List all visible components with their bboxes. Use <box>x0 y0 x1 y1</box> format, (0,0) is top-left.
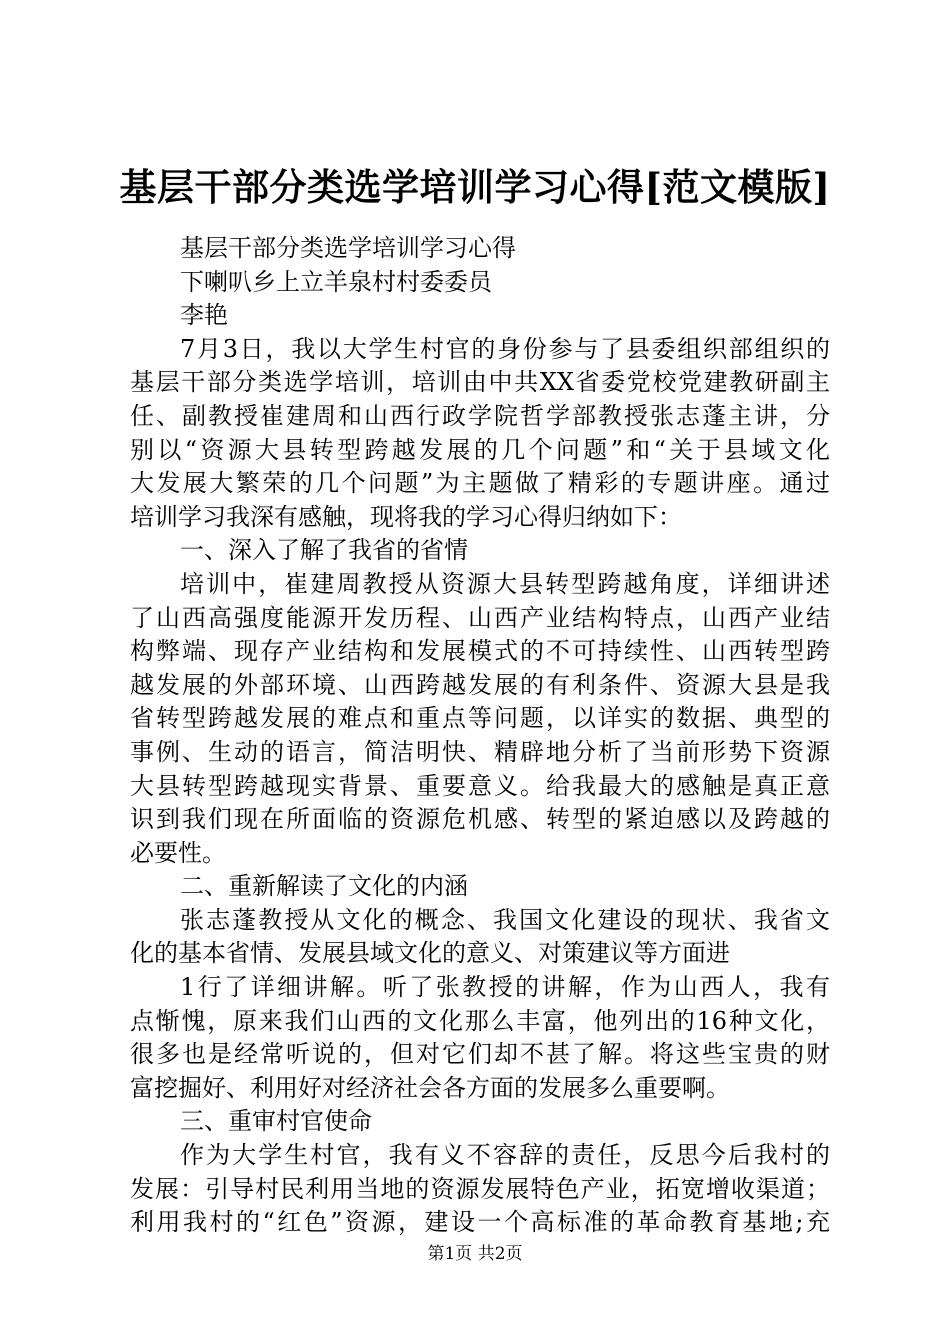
text-line: 培训中，崔建周教授从资源大县转型跨越角度，详细讲述 <box>180 569 830 598</box>
text-line: 大发展大繁荣的几个问题”为主题做了精彩的专题讲座。通过 <box>130 469 830 498</box>
text-line: 省转型跨越发展的难点和重点等问题，以详实的数据、典型的 <box>130 704 830 733</box>
text-line: 很多也是经常听说的，但对它们却不甚了解。将这些宝贵的财 <box>130 1040 830 1069</box>
text-line: 构弊端、现存产业结构和发展模式的不可持续性、山西转型跨 <box>130 637 830 666</box>
text-line: 事例、生动的语言，简洁明快、精辟地分析了当前形势下资源 <box>130 737 830 766</box>
text-line: 基层干部分类选学培训，培训由中共XX省委党校党建教研副主 <box>130 368 830 397</box>
text-line: 7月3日，我以大学生村官的身份参与了县委组织部组织的 <box>180 334 830 363</box>
text-line: 任、副教授崔建周和山西行政学院哲学部教授张志蓬主讲，分 <box>130 401 830 430</box>
text-line: 点惭愧，原来我们山西的文化那么丰富，他列出的16种文化， <box>130 1006 830 1035</box>
text-line: 1行了详细讲解。听了张教授的讲解，作为山西人，我有 <box>180 973 830 1002</box>
text-line: 一、深入了解了我省的省情 <box>180 536 468 565</box>
text-line: 发展：引导村民利用当地的资源发展特色产业，拓宽增收渠道； <box>130 1174 830 1203</box>
text-line: 下喇叭乡上立羊泉村村委委员 <box>180 267 492 296</box>
text-line: 了山西高强度能源开发历程、山西产业结构特点，山西产业结 <box>130 603 830 632</box>
text-line: 作为大学生村官，我有义不容辞的责任，反思今后我村的 <box>180 1141 830 1170</box>
text-line: 富挖掘好、利用好对经济社会各方面的发展多么重要啊。 <box>130 1073 730 1102</box>
text-line: 三、重审村官使命 <box>180 1107 372 1136</box>
text-line: 李艳 <box>180 301 228 330</box>
text-line: 必要性。 <box>130 838 226 867</box>
document-body <box>130 232 830 1240</box>
text-line: 化的基本省情、发展县域文化的意义、对策建议等方面进 <box>130 939 730 968</box>
text-line: 越发展的外部环境、山西跨越发展的有利条件、资源大县是我 <box>130 670 830 699</box>
text-line: 培训学习我深有感触，现将我的学习心得归纳如下： <box>130 502 682 531</box>
text-line: 基层干部分类选学培训学习心得 <box>180 234 516 262</box>
text-line: 利用我村的“红色”资源，建设一个高标准的革命教育基地;充 <box>130 1208 830 1237</box>
page-footer: 第1页 共2页 <box>427 1244 523 1264</box>
text-line: 识到我们现在所面临的资源危机感、转型的紧迫感以及跨越的 <box>130 805 830 834</box>
text-line: 大县转型跨越现实背景、重要意义。给我最大的感触是真正意 <box>130 771 830 800</box>
page-title: 基层干部分类选学培训学习心得[范文模版] <box>119 165 831 209</box>
text-line: 别以“资源大县转型跨越发展的几个问题”和“关于县域文化 <box>130 435 830 464</box>
text-line: 二、重新解读了文化的内涵 <box>180 872 468 901</box>
text-line: 张志蓬教授从文化的概念、我国文化建设的现状、我省文 <box>180 905 830 934</box>
